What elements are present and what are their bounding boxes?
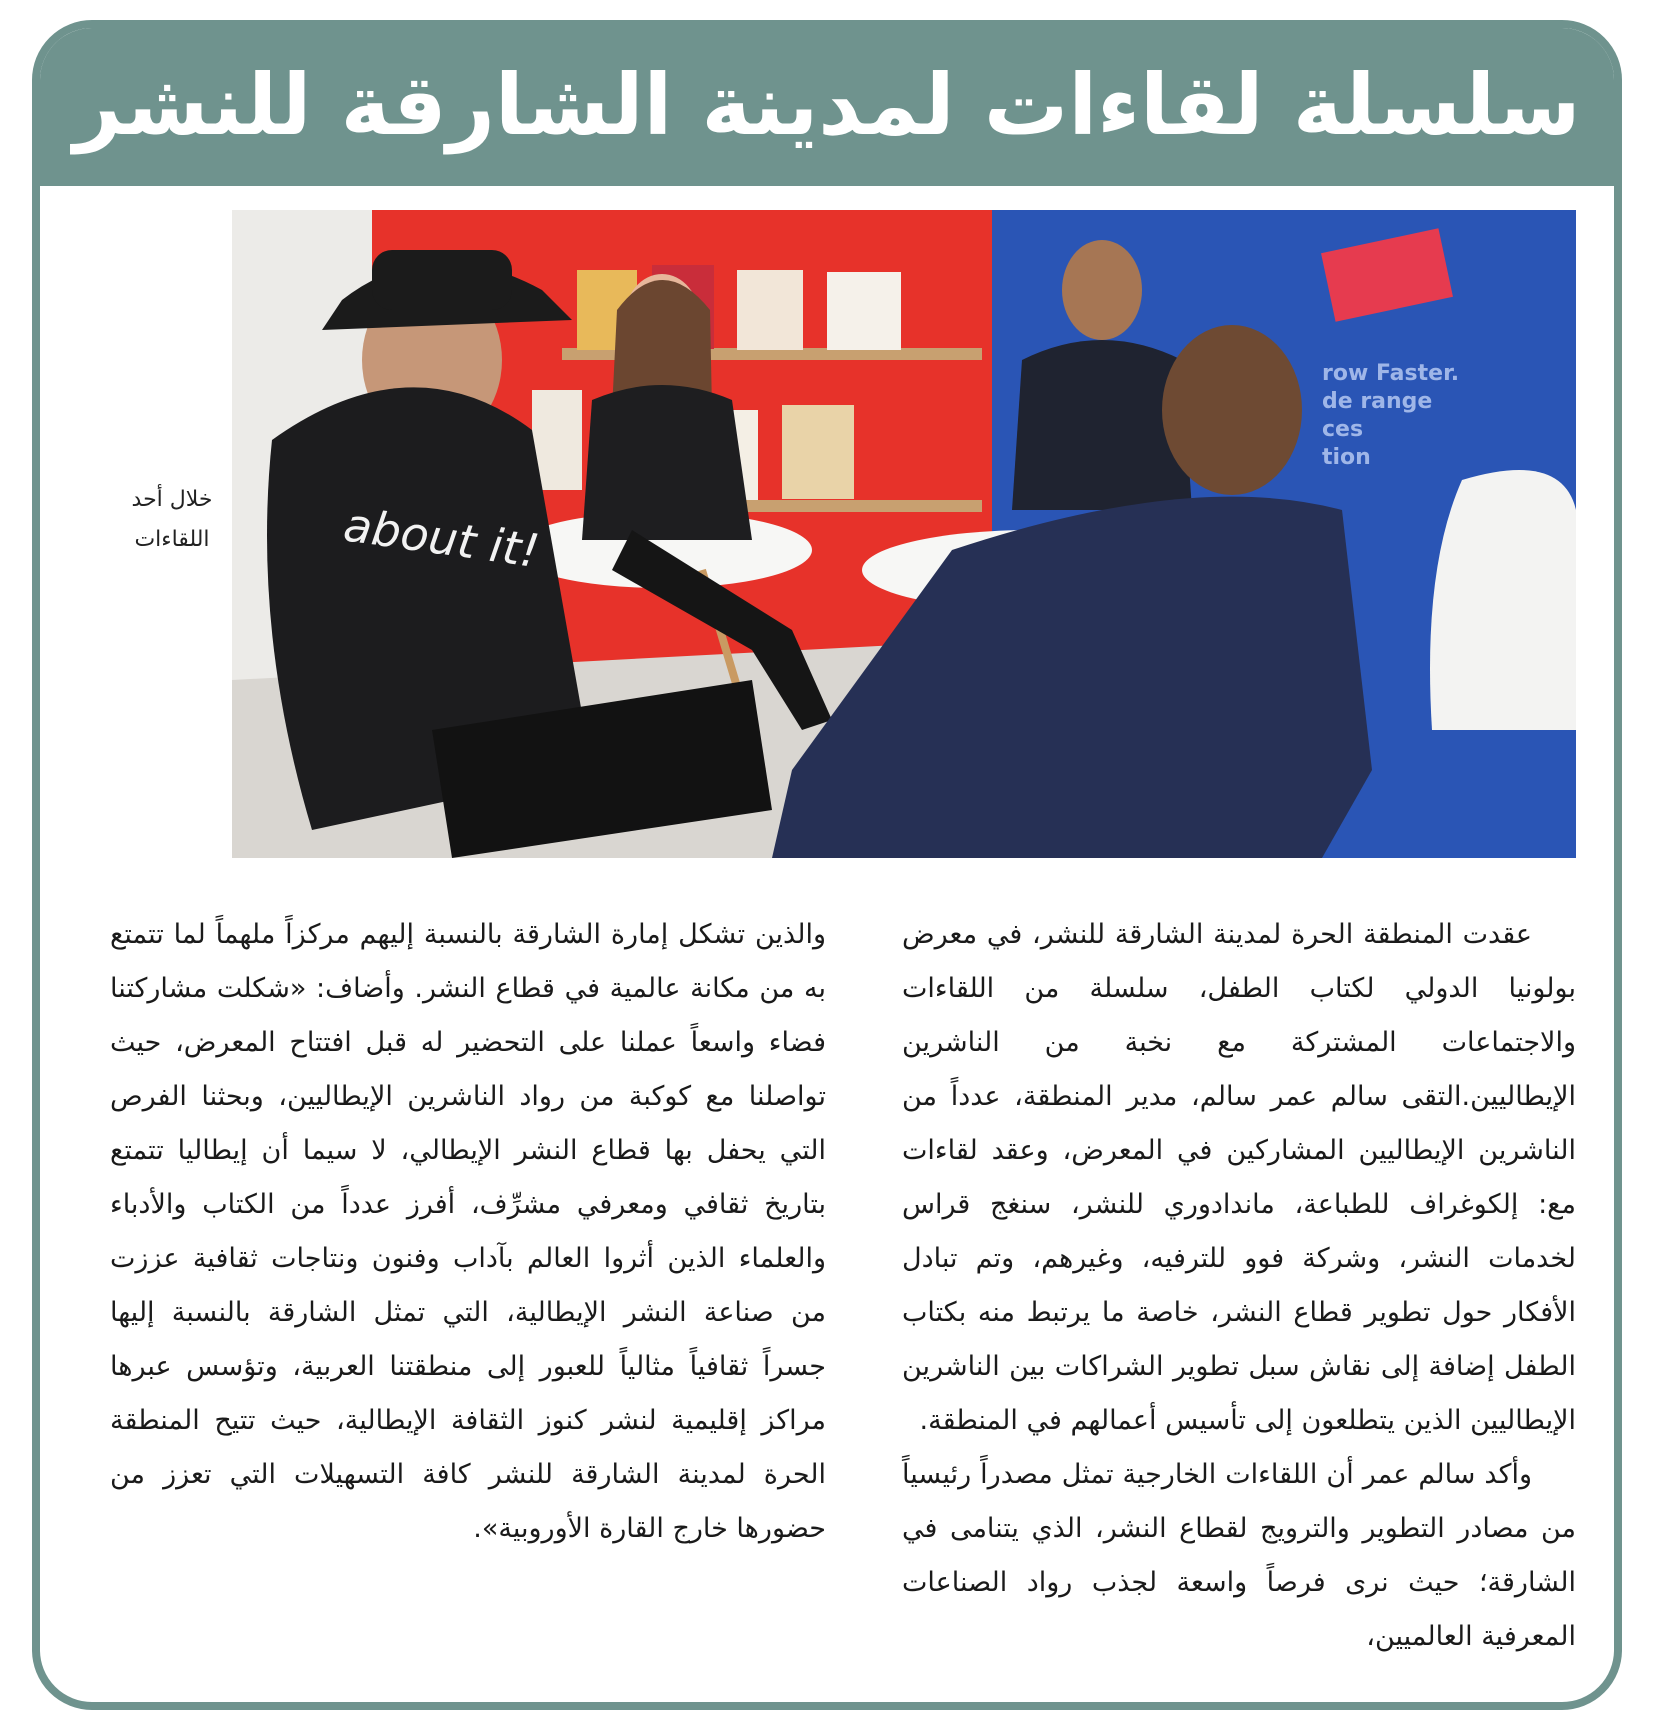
man-head	[1062, 240, 1142, 340]
shirt-text: about it!	[340, 497, 543, 579]
article-column-left	[110, 908, 826, 1556]
paragraph: عقدت المنطقة الحرة لمدينة الشارقة للنشر، في معرض بولونيا الدولي لكتاب الطفل، سلسلة من اللقاءات والاجتماعات المشتركة مع نخبة من الناشرين الإيطاليين.التقى سالم عمر سالم، مدير المنطقة، عدداً من الناشرين الإيطاليين المشاركين في المعرض، وعقد لقاءات مع: إلكوغراف للطباعة، ماندادوري للنشر، سنغج قراس لخدمات النشر، وشركة فوو للترفيه، وغيرهم، وتم تبادل الأفكار حول تطوير قطاع النشر، خاصة ما يرتبط منه بكتاب الطفل إضافة إلى نقاش سبل تطوير الشراكات بين الناشرين الإيطاليين الذين يتطلعون إلى تأسيس أعمالهم في المنطقة.	[902, 919, 1576, 1436]
banner-text-1: row Faster.	[1322, 361, 1460, 386]
paragraph: وأكد سالم عمر أن اللقاءات الخارجية تمثل مصدراً رئيسياً من مصادر التطوير والترويج لقطاع النشر، الذي يتنامى في الشارقة؛ حيث نرى فرصاً واسعة لجذب رواد الصناعات المعرفية العالميين،	[902, 1459, 1576, 1652]
meeting-photo	[232, 210, 1576, 858]
older-man-head	[1162, 325, 1302, 495]
banner-text-4: tion	[1322, 445, 1371, 470]
article-column-right	[902, 908, 1576, 1664]
book	[737, 270, 803, 350]
book	[827, 272, 901, 350]
paragraph: والذين تشكل إمارة الشارقة بالنسبة إليهم مركزاً ملهماً لما تتمتع به من مكانة عالمية في قطاع النشر. وأضاف: «شكلت مشاركتنا فضاء واسعاً عملنا على التحضير له قبل افتتاح المعرض، حيث تواصلنا مع كوكبة من رواد الناشرين الإيطاليين، وبحثنا الفرص التي يحفل بها قطاع النشر الإيطالي، لا سيما أن إيطاليا تتمتع بتاريخ ثقافي ومعرفي مشرِّف، أفرز عدداً من الكتاب والأدباء والعلماء الذين أثروا العالم بآداب وفنون ونتاجات ثقافية عززت من صناعة النشر الإيطالية، التي تمثل الشارقة بالنسبة إليها جسراً ثقافياً مثالياً للعبور إلى منطقتنا العربية، وتؤسس عبرها مراكز إقليمية لنشر كنوز الثقافة الإيطالية، حيث تتيح المنطقة الحرة لمدينة الشارقة للنشر كافة التسهيلات التي تعزز من حضورها خارج القارة الأوروبية».	[110, 919, 826, 1544]
article-frame	[32, 20, 1622, 1710]
banner-text-2: de range	[1322, 389, 1433, 414]
book	[782, 405, 854, 499]
woman-body	[582, 385, 752, 540]
photo-caption: خلال أحد اللقاءات	[131, 487, 213, 552]
banner-text-3: ces	[1322, 417, 1364, 442]
chair	[1430, 470, 1576, 730]
headline-banner	[40, 28, 1614, 186]
article-photo	[232, 210, 1576, 858]
headline: سلسلة لقاءات لمدينة الشارقة للنشر	[73, 56, 1581, 154]
